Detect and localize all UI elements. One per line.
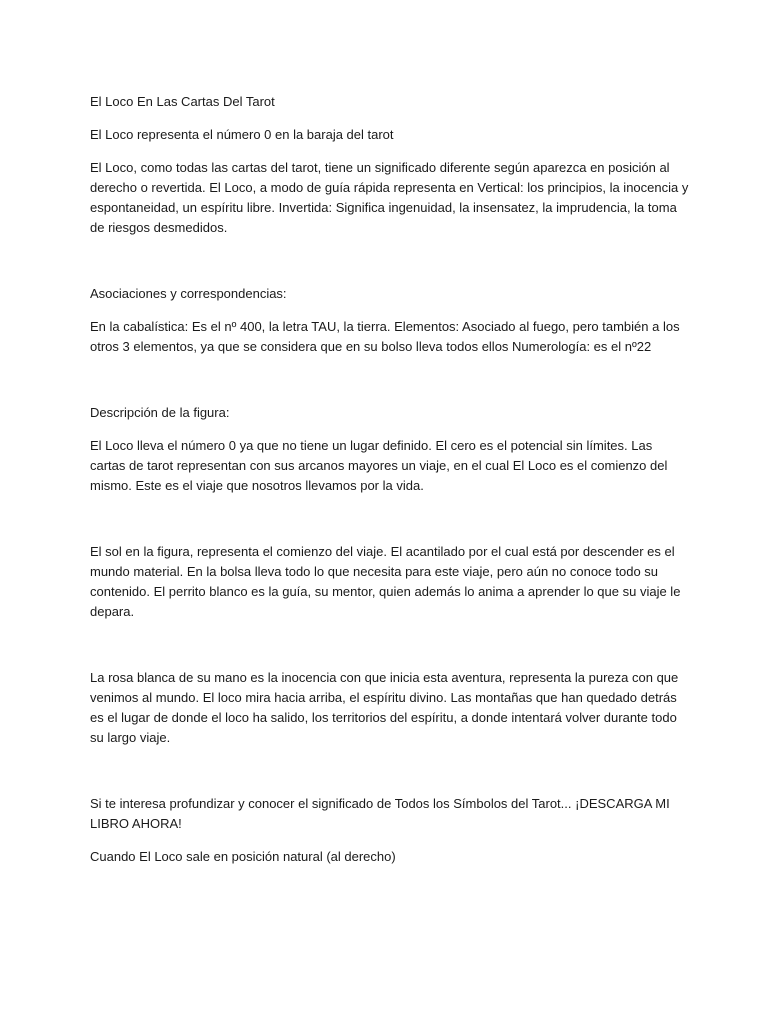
associations-paragraph: En la cabalística: Es el nº 400, la letra TAU, la tierra. Elementos: Asociado al fuego, pero también a los otros 3 elementos, ya que se considera que en su bolso lleva todos ellos Numerología: es el nº22 xyxy=(90,319,680,354)
description-heading: Descripción de la figura: xyxy=(90,405,230,420)
description-paragraph-3: La rosa blanca de su mano es la inocencia con que inicia esta aventura, representa la pureza con que venimos al mundo. El loco mira hacia arriba, el espíritu divino. Las montañas que han quedado detrás es el lugar de donde el loco ha salido, los territorios del espíritu, a donde intentará volver durante todo su largo viaje. xyxy=(90,670,679,745)
promo-paragraph: Si te interesa profundizar y conocer el significado de Todos los Símbolos del Tarot... ¡DESCARGA MI LIBRO AHORA! xyxy=(90,796,670,831)
final-heading: Cuando El Loco sale en posición natural (al derecho) xyxy=(90,849,396,864)
document-subtitle: El Loco representa el número 0 en la baraja del tarot xyxy=(90,127,394,142)
document-page xyxy=(90,92,690,867)
associations-heading: Asociaciones y correspondencias: xyxy=(90,286,287,301)
document-title: El Loco En Las Cartas Del Tarot xyxy=(90,94,275,109)
intro-paragraph: El Loco, como todas las cartas del tarot, tiene un significado diferente según aparezca en posición al derecho o revertida. El Loco, a modo de guía rápida representa en Vertical: los principios, la inocencia y espontaneidad, un espíritu libre. Invertida: Significa ingenuidad, la insensatez, la imprudencia, la toma de riesgos desmedidos. xyxy=(90,160,689,235)
description-paragraph-2: El sol en la figura, representa el comienzo del viaje. El acantilado por el cual está por descender es el mundo material. En la bolsa lleva todo lo que necesita para este viaje, pero aún no conoce todo su contenido. El perrito blanco es la guía, su mentor, quien además lo anima a aprender lo que su viaje le depara. xyxy=(90,544,681,619)
description-paragraph-1: El Loco lleva el número 0 ya que no tiene un lugar definido. El cero es el potencial sin límites. Las cartas de tarot representan con sus arcanos mayores un viaje, en el cual El Loco es el comienzo del mismo. Este es el viaje que nosotros llevamos por la vida. xyxy=(90,438,668,493)
